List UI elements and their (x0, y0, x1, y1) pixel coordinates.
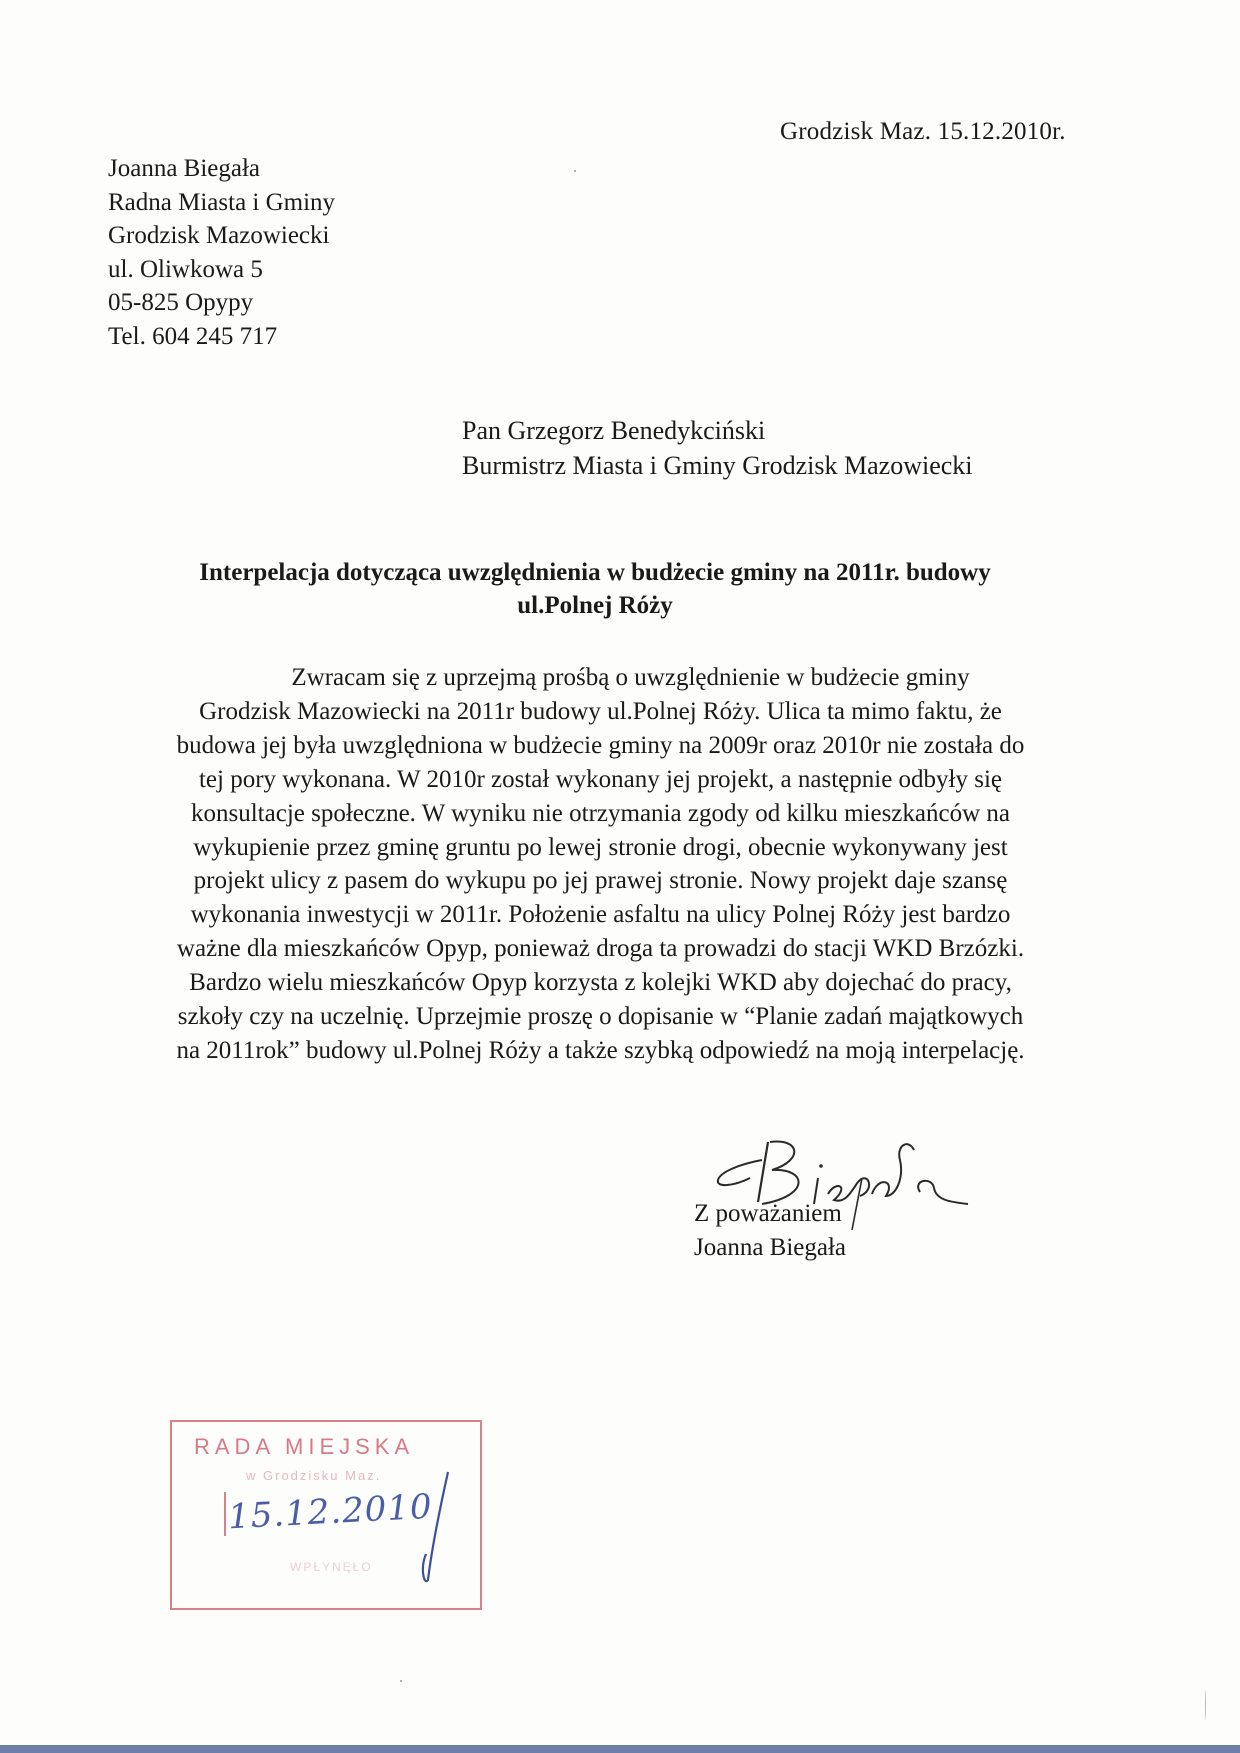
recipient-title: Burmistrz Miasta i Gminy Grodzisk Mazowiecki (462, 451, 973, 480)
sender-postal-code: 05-825 Opypy (108, 289, 254, 316)
scan-speck (400, 1680, 402, 1682)
sender-street: ul. Oliwkowa 5 (108, 255, 263, 283)
letter-subject (120, 556, 1070, 622)
closing-name: Joanna Biegała (694, 1234, 847, 1261)
sender-address-block (108, 152, 335, 353)
registration-stamp (170, 1420, 482, 1610)
body-line: ważne dla mieszkańców Opyp, ponieważ droga ta prowadzi do stacji WKD Brzózki. (176, 935, 1025, 963)
body-line: projekt ulicy z pasem do wykupu po jej prawej stronie. Nowy projekt daje szansę (193, 867, 1008, 895)
body-line: tej pory wykonana. W 2010r został wykonany jej projekt, a następnie odbyły się (198, 765, 1003, 793)
subject-line: ul.Polnej Róży (517, 592, 673, 619)
closing-salutation: Z poważaniem (694, 1200, 842, 1227)
stamp-title: RADA MIEJSKA (194, 1434, 415, 1459)
letter-body (108, 661, 1093, 1068)
scan-speck (574, 170, 576, 172)
letter-date: Grodzisk Maz. 15.12.2010r. (780, 118, 1066, 145)
body-line: Zwracam się z uprzejmą prośbą o uwzględnienie w budżecie gminy (291, 664, 970, 691)
body-line: wykupienie przez gminę gruntu po lewej stronie drogi, obecnie wykonywany jest (193, 833, 1008, 861)
sender-name: Joanna Biegała (108, 155, 261, 182)
sender-municipality: Grodzisk Mazowiecki (108, 222, 330, 249)
stamp-handwritten-mark (412, 1468, 462, 1588)
sender-title: Radna Miasta i Gminy (108, 188, 336, 216)
body-line: konsultacje społeczne. W wyniku nie otrzymania zgody od kilku mieszkańców na (191, 799, 1010, 827)
scan-edge-strip (0, 1745, 1240, 1753)
body-line: Bardzo wielu mieszkańców Opyp korzysta z kolejki WKD aby dojechać do pracy, (189, 969, 1012, 997)
stamp-handwritten-date: 15.12.2010 (227, 1486, 434, 1538)
stamp-footer: WPŁYNĘŁO (290, 1560, 373, 1574)
body-line: szkoły czy na uczelnię. Uprzejmie proszę o dopisanie w “Planie zadań majątkowych (177, 1003, 1024, 1031)
recipient-name: Pan Grzegorz Benedykciński (462, 416, 766, 445)
recipient-block (462, 413, 973, 483)
body-line: wykonania inwestycji w 2011r. Położenie asfaltu na ulicy Polnej Róży jest bardzo (190, 901, 1011, 929)
closing-block (694, 1197, 846, 1265)
scan-speck (1205, 1690, 1206, 1720)
subject-line: Interpelacja dotycząca uwzględnienia w budżecie gminy na 2011r. budowy (199, 559, 991, 586)
body-line: Grodzisk Mazowiecki na 2011r budowy ul.Polnej Róży. Ulica ta mimo faktu, że (199, 697, 1002, 725)
stamp-subtitle: w Grodzisku Maz. (246, 1468, 382, 1483)
body-line: budowa jej była uwzględniona w budżecie gminy na 2009r oraz 2010r nie została do (176, 731, 1025, 759)
body-line: na 2011rok” budowy ul.Polnej Róży a także szybką odpowiedź na moją interpelację. (176, 1036, 1025, 1064)
sender-phone: Tel. 604 245 717 (108, 322, 278, 350)
